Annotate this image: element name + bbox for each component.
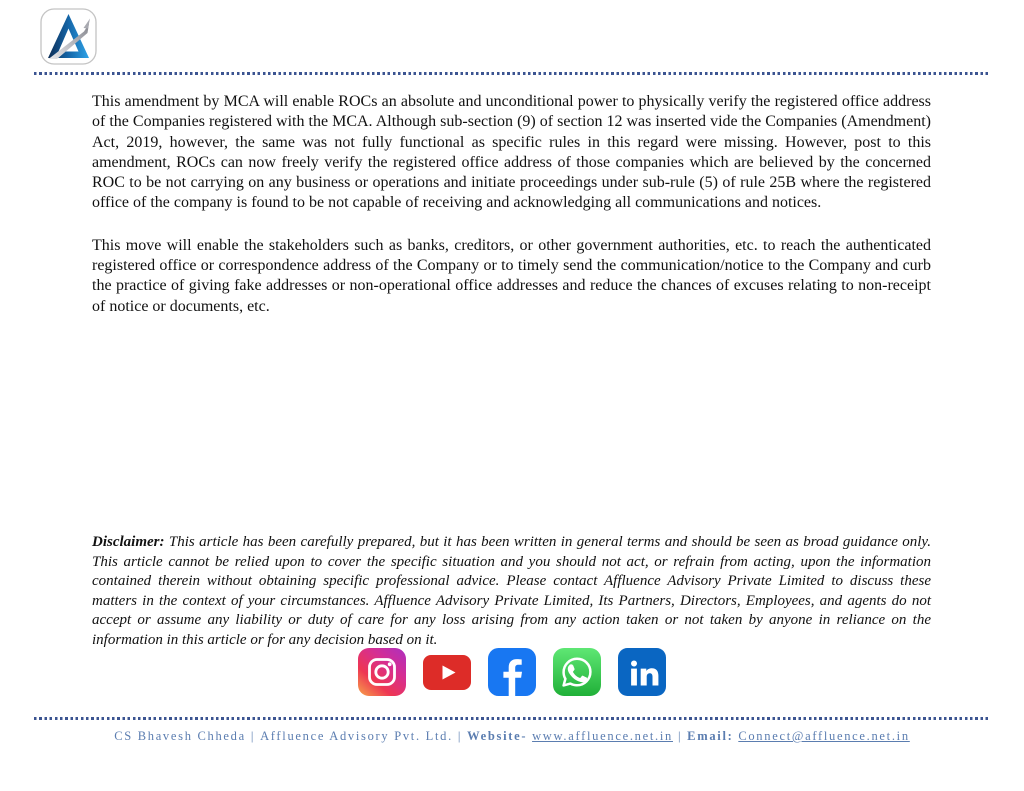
disclaimer-paragraph — [92, 533, 931, 651]
footer-separator: | — [677, 729, 683, 743]
article-paragraph-2: This move will enable the stakeholders such as banks, creditors, or other government authorities, etc. to reach the authenticated registered office or correspondence address of the Company or to timely send the communication/notice to the Company and curb the practice of giving fake addresses or non-operational office addresses and reduce the chances of excuses relating to non-receipt of notice or documents, etc. — [92, 236, 931, 315]
article-body — [92, 92, 931, 317]
top-divider — [34, 72, 990, 75]
disclaimer-label: Disclaimer: — [92, 534, 165, 550]
youtube-icon[interactable] — [423, 648, 471, 696]
footer-email-link[interactable]: Connect@affluence.net.in — [738, 729, 910, 743]
footer-separator: | — [457, 729, 463, 743]
disclaimer-text: This article has been carefully prepared, but it has been written in general terms and should be seen as broad guidance only. This article cannot be relied upon to cover the specific situation and you should not act, or refrain from acting, upon the information contained therein without obtaining specific professional advice. Please contact Affluence Advisory Private Limited to discuss these matters in the context of your circumstances. Affluence Advisory Private Limited, Its Partners, Directors, Employees, and agents do not accept or assume any liability or duty of care for any loss arising from any action taken or not taken by anyone in reliance on the information in this article or for any decision based on it. — [92, 534, 932, 648]
footer-company: Affluence Advisory Pvt. Ltd. — [260, 729, 453, 743]
affluence-logo-icon — [40, 8, 97, 65]
instagram-icon[interactable] — [358, 648, 406, 696]
disclaimer-section — [92, 533, 931, 651]
footer-separator: | — [250, 729, 256, 743]
footer-website-label: Website- — [467, 729, 528, 743]
facebook-icon[interactable] — [488, 648, 536, 696]
linkedin-icon[interactable] — [618, 648, 666, 696]
footer-email-label: Email: — [687, 729, 734, 743]
footer-author: CS Bhavesh Chheda — [114, 729, 246, 743]
social-links-row — [0, 648, 1024, 696]
article-paragraph-1: This amendment by MCA will enable ROCs an absolute and unconditional power to physically verify the registered office address of the Companies registered with the MCA. Although sub-section (9) of section 12 was inserted vide the Companies (Amendment) Act, 2019, however, the same was not fully functional as specific rules in this regard were missing. However, post to this amendment, ROCs can now freely verify the registered office address of those companies which are believed by the concerned ROC to be not carrying on any business or operations and initiate proceedings under sub-rule (5) of rule 25B where the registered office of the company is found to be not capable of receiving and acknowledging all communications and notices. — [92, 93, 931, 212]
footer — [0, 727, 1024, 746]
bottom-divider — [34, 717, 990, 720]
whatsapp-icon[interactable] — [553, 648, 601, 696]
footer-website-link[interactable]: www.affluence.net.in — [532, 729, 673, 743]
